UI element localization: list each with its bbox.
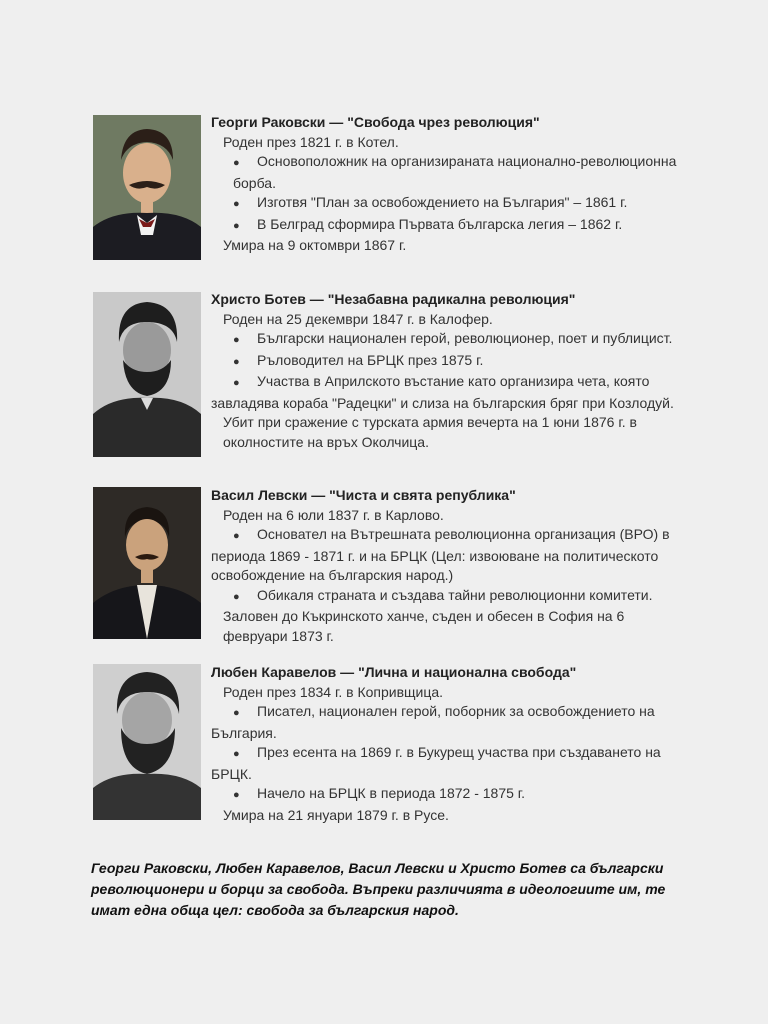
entry-title: Георги Раковски — "Свобода чрез революция" bbox=[211, 114, 540, 130]
entry-levski-text bbox=[211, 486, 681, 646]
bullet-icon: ● bbox=[233, 219, 240, 232]
list-item: ● През есента на 1869 г. в Букурещ участва при създаването на БРЦК. bbox=[211, 744, 661, 782]
list-item: ● Основател на Вътрешната революционна организация (ВРО) в периода 1869 - 1871 г. и на БРЦК (Цел: извоюване на политическото освобождение на българския народ.) bbox=[211, 526, 670, 583]
bullet-icon: ● bbox=[233, 198, 240, 210]
portrait-karavelov-image bbox=[93, 664, 201, 820]
portrait-botev bbox=[93, 292, 201, 457]
bullet-icon: ● bbox=[233, 355, 240, 368]
entry-end: Умира на 9 октомври 1867 г. bbox=[223, 237, 407, 253]
entry-end: Заловен до Къкринското ханче, съден и обесен в София на 6 февруари 1873 г. bbox=[223, 608, 625, 644]
list-item: ● Писател, национален герой, поборник за освобождението на България. bbox=[211, 703, 655, 741]
entry-born: Роден през 1834 г. в Копривщица. bbox=[223, 683, 444, 700]
list-item: ● Български национален герой, революционер, поет и публицист. bbox=[211, 329, 681, 351]
bullet-icon: ● bbox=[233, 748, 240, 760]
summary-paragraph: Георги Раковски, Любен Каравелов, Васил Левски и Христо Ботев са български революционери и борци за свобода. Въпреки различията в идеологиите им, те имат една обща цел: свобода за българския народ. bbox=[91, 860, 666, 918]
list-item: ● Основоположник на организираната национално-революционна борба. bbox=[233, 153, 677, 191]
entry-rakovski-text bbox=[211, 113, 681, 256]
portrait-rakovski-image bbox=[93, 115, 201, 260]
entry-botev-text bbox=[211, 290, 681, 452]
list-item: ● Изготвя "План за освобождението на България" – 1861 г. bbox=[211, 193, 681, 215]
entry-title: Васил Левски — "Чиста и свята република" bbox=[211, 487, 516, 503]
portrait-botev-image bbox=[93, 292, 201, 457]
bullet-icon: ● bbox=[233, 157, 240, 169]
bullet-icon: ● bbox=[233, 707, 240, 719]
list-item: ● В Белград сформира Първата българска легия – 1862 г. bbox=[211, 215, 681, 237]
portrait-levski-image bbox=[93, 487, 201, 639]
entry-end: Умира на 21 януари 1879 г. в Русе. bbox=[223, 806, 449, 823]
portrait-rakovski bbox=[93, 115, 201, 260]
entry-title: Любен Каравелов — "Лична и национална свобода" bbox=[211, 664, 577, 680]
bullet-icon: ● bbox=[233, 334, 240, 346]
list-item: ● Обикаля страната и създава тайни революционни комитети. bbox=[211, 586, 681, 608]
entry-born: Роден на 6 юли 1837 г. в Карлово. bbox=[223, 506, 444, 523]
entry-end: Убит при сражение с турската армия вечерта на 1 юни 1876 г. в околностите на връх Околчица. bbox=[223, 414, 637, 450]
entry-title: Христо Ботев — "Незабавна радикална революция" bbox=[211, 291, 576, 307]
entry-born: Роден през 1821 г. в Котел. bbox=[223, 133, 399, 150]
list-item: ● Участва в Априлското въстание като организира чета, която завладява кораба "Радецки" и слиза на българския бряг при Козлодуй. bbox=[211, 373, 674, 411]
portrait-karavelov bbox=[93, 664, 201, 820]
entry-karavelov-text bbox=[211, 663, 681, 825]
bullet-icon: ● bbox=[233, 789, 240, 801]
entry-born: Роден на 25 декември 1847 г. в Калофер. bbox=[223, 310, 493, 327]
list-item: ● Начело на БРЦК в периода 1872 - 1875 г. bbox=[211, 784, 681, 806]
list-item: ● Ръловодител на БРЦК през 1875 г. bbox=[211, 351, 681, 373]
bullet-icon: ● bbox=[233, 377, 240, 389]
bullet-icon: ● bbox=[233, 590, 240, 603]
portrait-levski bbox=[93, 487, 201, 639]
bullet-icon: ● bbox=[233, 530, 240, 542]
